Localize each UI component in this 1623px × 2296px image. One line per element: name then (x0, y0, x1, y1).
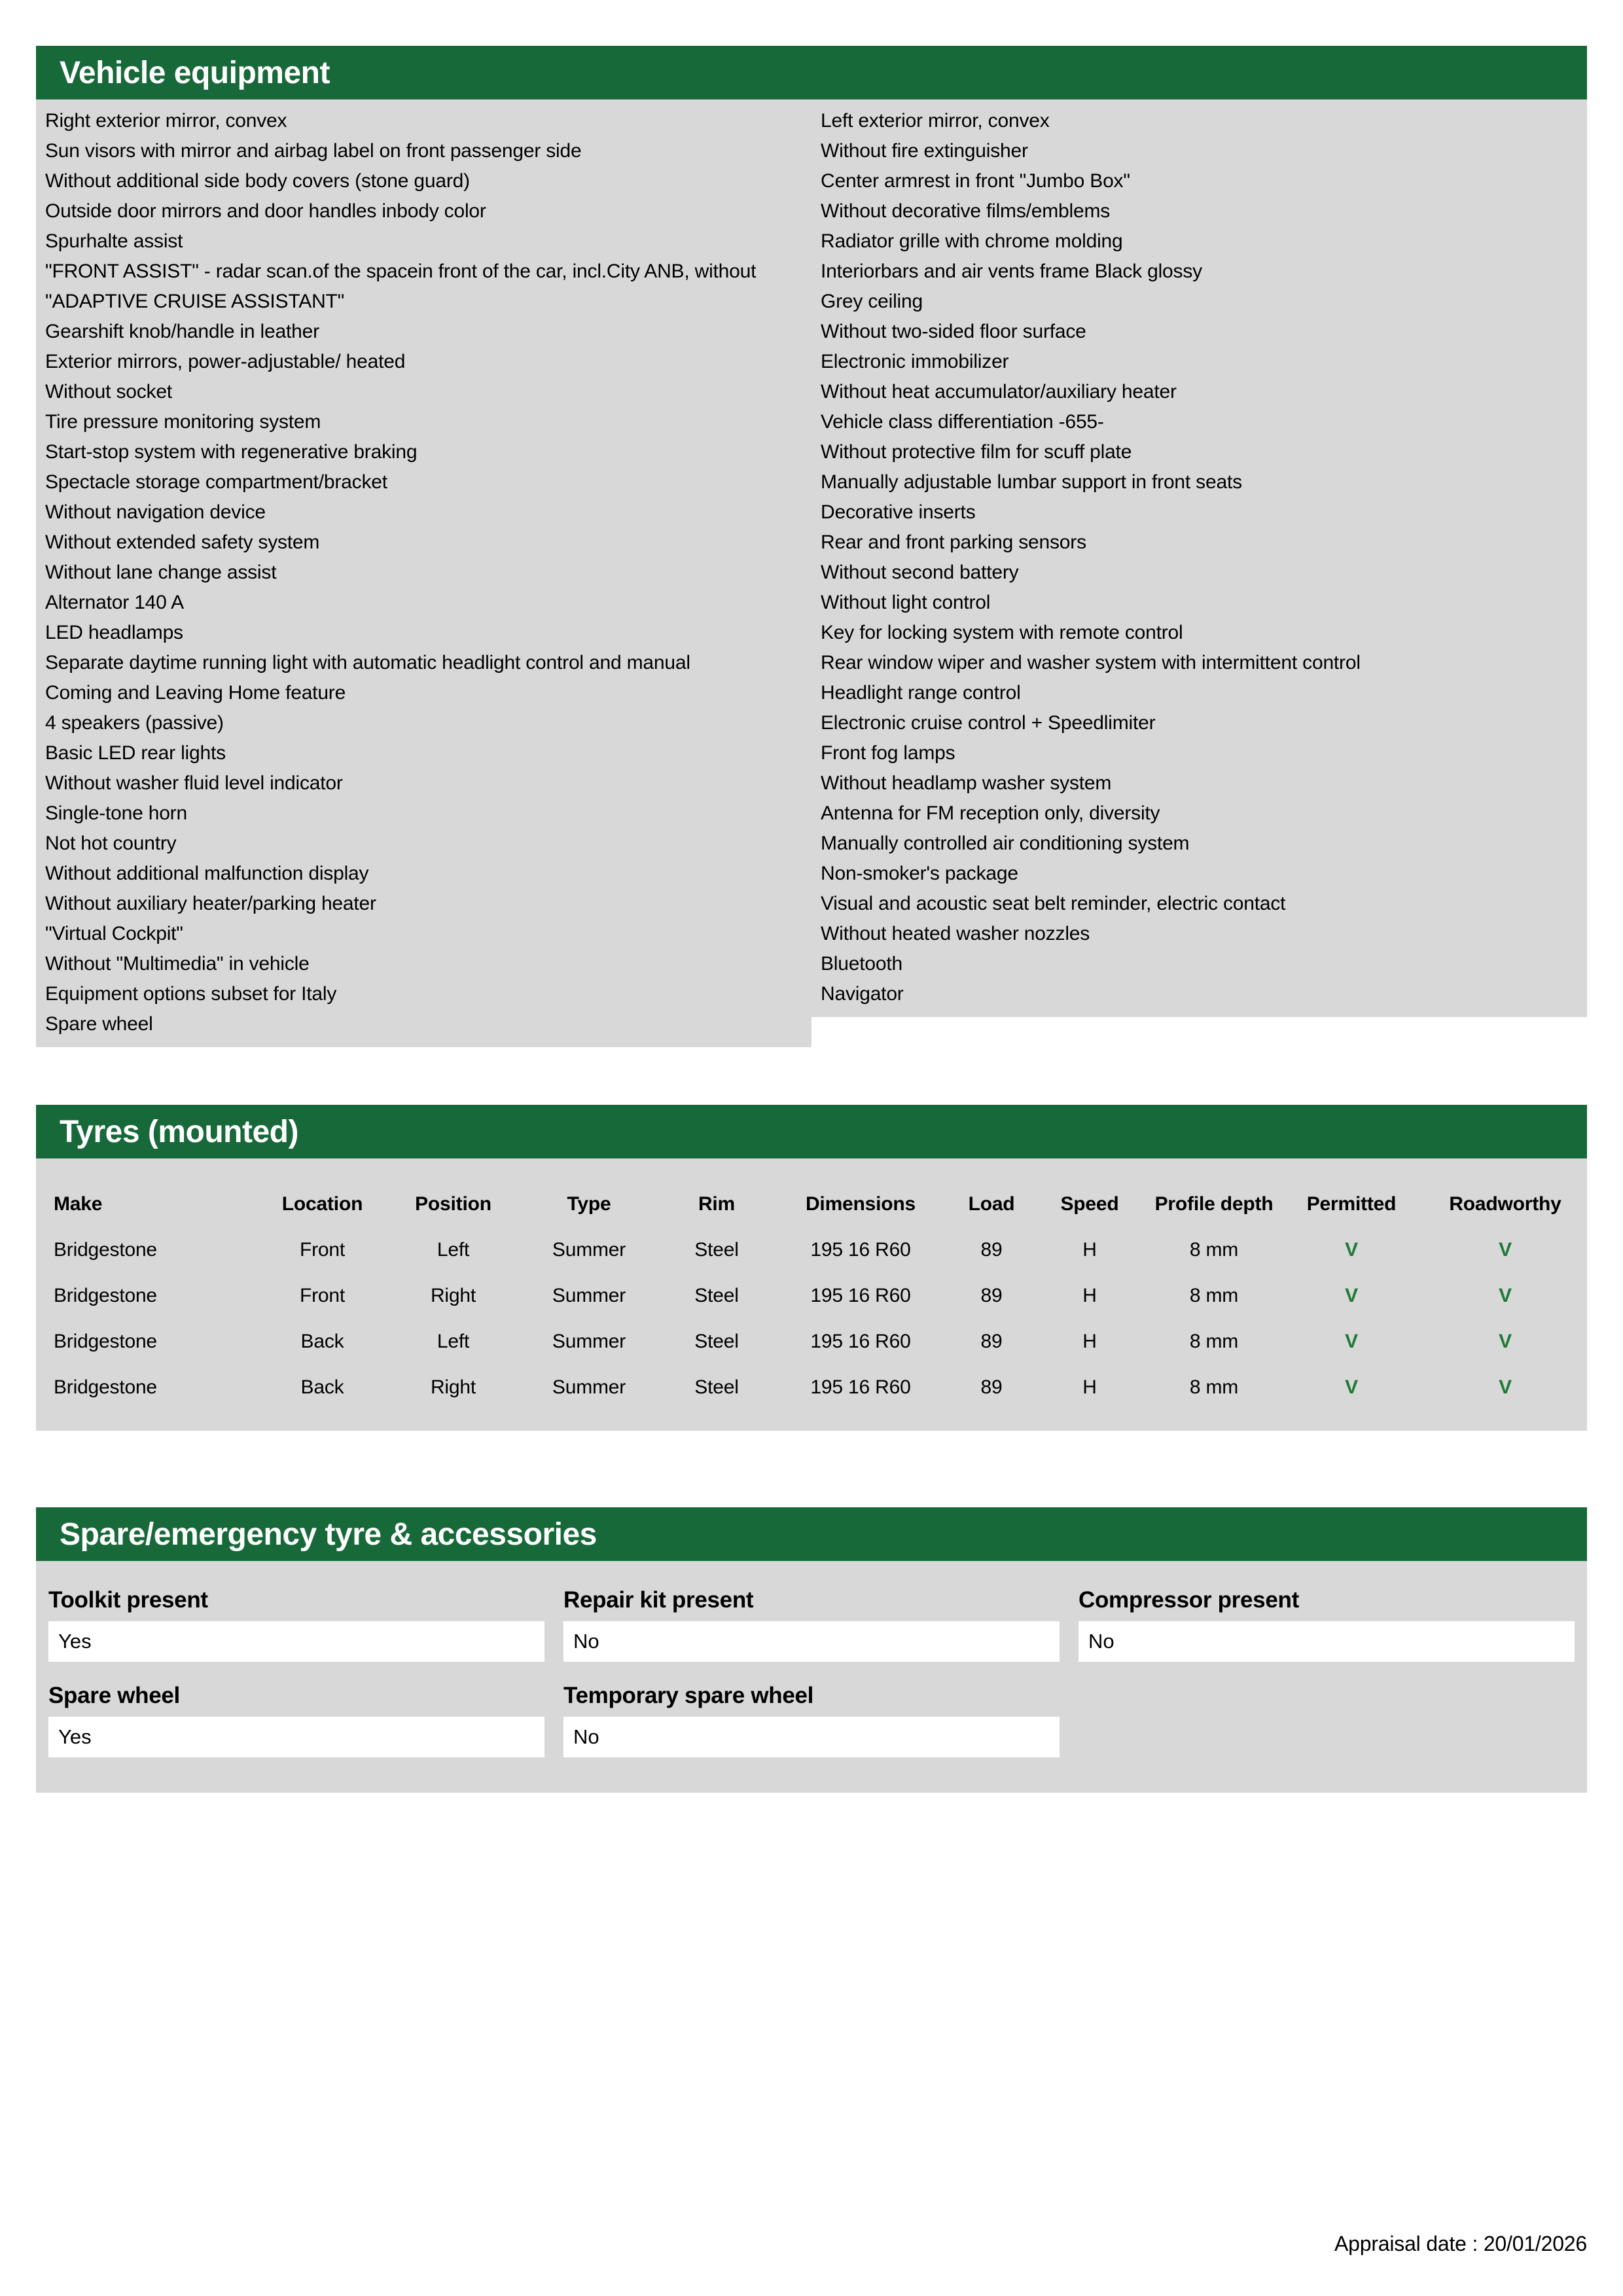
tyre-check-mark: V (1345, 1239, 1358, 1261)
tyres-table-cell: 8 mm (1189, 1239, 1239, 1261)
tyres-table-cell: H (1082, 1376, 1097, 1398)
equipment-item: "FRONT ASSIST" - radar scan.of the spacein front of the car, incl.City ANB, without "ADAPTIVE CRUISE ASSISTANT" (45, 260, 757, 312)
equipment-item: Not hot country (45, 833, 177, 854)
tyres-column-header: Speed (1060, 1193, 1119, 1215)
equipment-column-right (812, 99, 1587, 1017)
tyres-table-cell: Right (430, 1376, 476, 1398)
tyre-check-mark: V (1499, 1376, 1512, 1398)
tyres-table-panel (36, 1158, 1587, 1431)
tyres-table-cell: Bridgestone (54, 1285, 157, 1306)
tyres-column-header: Make (54, 1193, 103, 1215)
equipment-item: Spurhalte assist (45, 230, 183, 252)
tyres-column-header: Permitted (1306, 1193, 1397, 1215)
tyres-table-cell: Bridgestone (54, 1239, 157, 1261)
spare-field (563, 1587, 1060, 1662)
tyres-table-cell: H (1082, 1331, 1097, 1352)
tyres-table-cell: Summer (552, 1239, 626, 1261)
tyres-table-cell: 195 16 R60 (810, 1285, 911, 1306)
equipment-item: Antenna for FM reception only, diversity (821, 802, 1160, 824)
equipment-item: Sun visors with mirror and airbag label on front passenger side (45, 140, 582, 162)
equipment-column-left (36, 99, 812, 1047)
tyres-table-cell: Back (300, 1331, 344, 1352)
equipment-item: Without second battery (821, 562, 1019, 583)
equipment-item: Single-tone horn (45, 802, 187, 824)
tyres-table-cell: 195 16 R60 (810, 1376, 911, 1398)
equipment-item: Start-stop system with regenerative braking (45, 441, 418, 463)
equipment-item: Without protective film for scuff plate (821, 441, 1132, 463)
tyres-mounted-title: Tyres (mounted) (60, 1114, 298, 1149)
equipment-item: Rear window wiper and washer system with intermittent control (821, 652, 1361, 673)
tyres-table-row (36, 1273, 1587, 1319)
spare-field (1079, 1587, 1575, 1662)
tyres-table-cell: Steel (694, 1285, 739, 1306)
equipment-item: Key for locking system with remote control (821, 622, 1183, 643)
tyres-table-cell: Summer (552, 1331, 626, 1352)
spare-field-value: Yes (48, 1621, 544, 1662)
spare-field (563, 1683, 1060, 1757)
tyres-table-cell: 89 (980, 1376, 1003, 1398)
equipment-item: Without auxiliary heater/parking heater (45, 893, 376, 914)
equipment-item: Without lane change assist (45, 562, 277, 583)
equipment-item: Spectacle storage compartment/bracket (45, 471, 387, 493)
tyres-column-header: Rim (698, 1193, 736, 1215)
equipment-item: Without additional side body covers (stone guard) (45, 170, 470, 192)
tyre-check-mark: V (1499, 1285, 1512, 1306)
equipment-item: Equipment options subset for Italy (45, 983, 337, 1005)
equipment-item: Without decorative films/emblems (821, 200, 1111, 222)
equipment-item: Without "Multimedia" in vehicle (45, 953, 310, 975)
appraisal-date: Appraisal date : 20/01/2026 (1334, 2232, 1587, 2255)
tyres-table-cell: 8 mm (1189, 1285, 1239, 1306)
tyres-table-cell: 8 mm (1189, 1331, 1239, 1352)
equipment-item: Separate daytime running light with automatic headlight control and manual (45, 652, 690, 673)
tyre-check-mark: V (1499, 1331, 1512, 1352)
tyres-table-cell: 8 mm (1189, 1376, 1239, 1398)
equipment-item: Tire pressure monitoring system (45, 411, 321, 433)
spare-field (48, 1587, 544, 1662)
tyres-table-cell: Right (430, 1285, 476, 1306)
tyres-table-row (36, 1319, 1587, 1365)
spare-field-value: Yes (48, 1717, 544, 1757)
equipment-item: Rear and front parking sensors (821, 531, 1086, 553)
equipment-item: Decorative inserts (821, 501, 976, 523)
tyres-table-cell: Bridgestone (54, 1331, 157, 1352)
equipment-item: 4 speakers (passive) (45, 712, 224, 734)
equipment-item: Without two-sided floor surface (821, 321, 1086, 342)
spare-tyre-header (36, 1507, 1587, 1561)
equipment-item: Grey ceiling (821, 291, 923, 312)
equipment-item: Without heated washer nozzles (821, 923, 1090, 944)
spare-field-label: Temporary spare wheel (563, 1683, 814, 1708)
spare-tyre-panel (36, 1561, 1587, 1793)
equipment-item: Interiorbars and air vents frame Black glossy (821, 260, 1202, 282)
equipment-item: Exterior mirrors, power-adjustable/ heated (45, 351, 406, 372)
tyres-column-header: Profile depth (1154, 1193, 1274, 1215)
tyres-table-cell: Back (300, 1376, 344, 1398)
spare-field-value: No (1079, 1621, 1575, 1662)
spare-tyre-fields (48, 1587, 1575, 1757)
tyres-table-cell: Left (437, 1331, 470, 1352)
equipment-item: Without additional malfunction display (45, 863, 369, 884)
tyres-table (36, 1181, 1587, 1410)
vehicle-equipment-title: Vehicle equipment (60, 55, 330, 90)
equipment-item: Without heat accumulator/auxiliary heater (821, 381, 1177, 403)
equipment-item: Coming and Leaving Home feature (45, 682, 346, 704)
tyres-table-cell: Bridgestone (54, 1376, 157, 1398)
equipment-item: Without navigation device (45, 501, 266, 523)
equipment-item: Electronic cruise control + Speedlimiter (821, 712, 1156, 734)
tyres-table-cell: 89 (980, 1285, 1003, 1306)
spare-field (48, 1683, 544, 1757)
equipment-item: Without extended safety system (45, 531, 320, 553)
tyre-check-mark: V (1345, 1331, 1358, 1352)
tyres-table-row (36, 1365, 1587, 1410)
equipment-item: Non-smoker's package (821, 863, 1018, 884)
tyres-column-header: Roadworthy (1449, 1193, 1561, 1215)
equipment-item: Without headlamp washer system (821, 772, 1112, 794)
equipment-item: Right exterior mirror, convex (45, 110, 287, 132)
tyres-table-cell: Steel (694, 1376, 739, 1398)
equipment-item: Headlight range control (821, 682, 1021, 704)
equipment-item: LED headlamps (45, 622, 183, 643)
tyres-table-cell: Steel (694, 1239, 739, 1261)
tyres-table-cell: Steel (694, 1331, 739, 1352)
tyre-check-mark: V (1345, 1376, 1358, 1398)
spare-tyre-title: Spare/emergency tyre & accessories (60, 1516, 597, 1552)
equipment-item: Gearshift knob/handle in leather (45, 321, 319, 342)
tyres-table-header-row (36, 1181, 1587, 1227)
equipment-item: Visual and acoustic seat belt reminder, electric contact (821, 893, 1286, 914)
equipment-item: Navigator (821, 983, 904, 1005)
spare-field-value: No (563, 1621, 1060, 1662)
tyre-check-mark: V (1345, 1285, 1358, 1306)
tyres-mounted-header (36, 1105, 1587, 1158)
tyres-table-cell: 195 16 R60 (810, 1331, 911, 1352)
equipment-item: Outside door mirrors and door handles inbody color (45, 200, 486, 222)
equipment-item: Without fire extinguisher (821, 140, 1028, 162)
tyres-table-cell: 195 16 R60 (810, 1239, 911, 1261)
equipment-item: Center armrest in front "Jumbo Box" (821, 170, 1130, 192)
equipment-item: Basic LED rear lights (45, 742, 226, 764)
equipment-item: Manually adjustable lumbar support in front seats (821, 471, 1242, 493)
equipment-item: "Virtual Cockpit" (45, 923, 183, 944)
tyres-column-header: Position (415, 1193, 491, 1215)
tyres-column-header: Location (281, 1193, 363, 1215)
equipment-item: Without washer fluid level indicator (45, 772, 343, 794)
tyres-table-cell: Summer (552, 1285, 626, 1306)
tyres-table-cell: 89 (980, 1239, 1003, 1261)
equipment-item: Radiator grille with chrome molding (821, 230, 1123, 252)
equipment-item: Front fog lamps (821, 742, 955, 764)
tyres-table-cell: H (1082, 1285, 1097, 1306)
equipment-item: Vehicle class differentiation -655- (821, 411, 1104, 433)
equipment-item: Without socket (45, 381, 172, 403)
tyres-table-row (36, 1227, 1587, 1273)
tyres-column-header: Load (968, 1193, 1015, 1215)
spare-field-label: Compressor present (1079, 1587, 1299, 1613)
tyres-column-header: Type (567, 1193, 611, 1215)
spare-field-label: Repair kit present (563, 1587, 754, 1613)
tyres-table-cell: Summer (552, 1376, 626, 1398)
tyres-column-header: Dimensions (805, 1193, 916, 1215)
tyres-table-cell: Front (299, 1239, 346, 1261)
tyre-check-mark: V (1499, 1239, 1512, 1261)
equipment-item: Without light control (821, 592, 991, 613)
equipment-item: Manually controlled air conditioning system (821, 833, 1190, 854)
tyres-table-cell: Left (437, 1239, 470, 1261)
tyres-table-cell: Front (299, 1285, 346, 1306)
vehicle-equipment-list (36, 99, 1587, 1047)
equipment-item: Left exterior mirror, convex (821, 110, 1050, 132)
spare-field-value: No (563, 1717, 1060, 1757)
spare-field-label: Toolkit present (48, 1587, 208, 1613)
spare-field-label: Spare wheel (48, 1683, 180, 1708)
equipment-item: Electronic immobilizer (821, 351, 1009, 372)
equipment-item: Alternator 140 A (45, 592, 184, 613)
equipment-item: Spare wheel (45, 1013, 153, 1035)
equipment-item: Bluetooth (821, 953, 902, 975)
tyres-table-cell: 89 (980, 1331, 1003, 1352)
tyres-table-cell: H (1082, 1239, 1097, 1261)
vehicle-equipment-header (36, 46, 1587, 99)
